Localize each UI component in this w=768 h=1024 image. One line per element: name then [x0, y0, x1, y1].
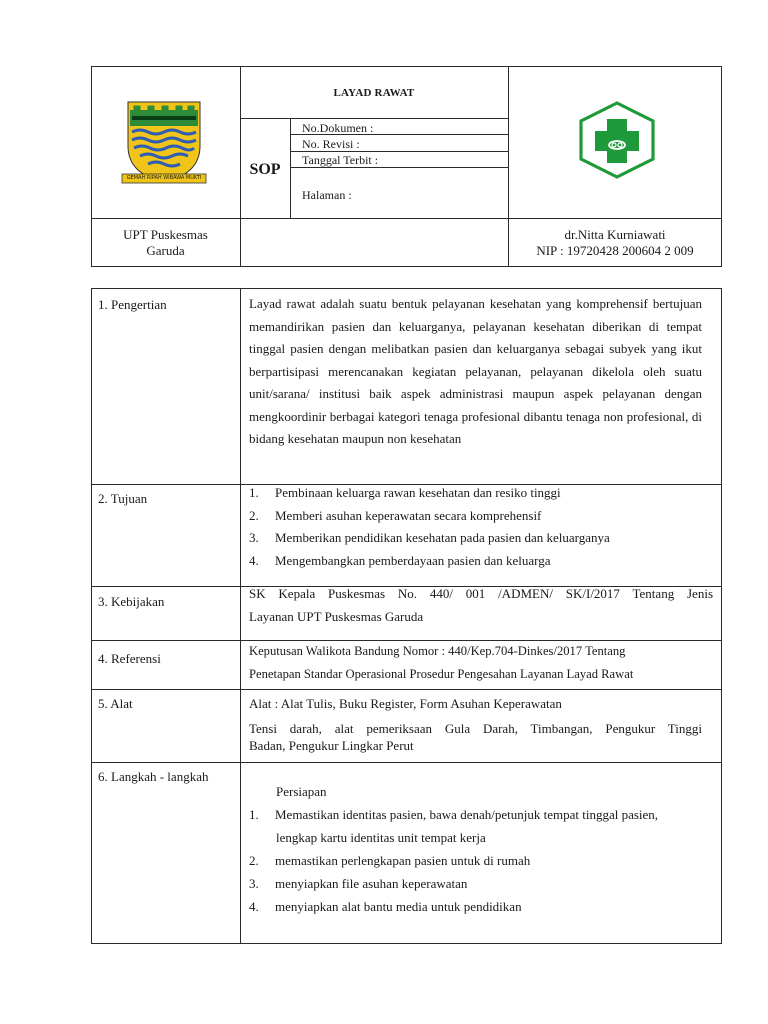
column-divider — [240, 288, 241, 944]
row-divider — [91, 762, 722, 763]
section-label-referensi: 4. Referensi — [98, 651, 161, 666]
section-label-alat: 5. Alat — [98, 696, 133, 711]
no-revisi-field: No. Revisi : — [302, 137, 360, 151]
no-dokumen-field: No.Dokumen : — [302, 121, 374, 135]
list-item: 4. Mengembangkan pemberdayaan pasien dan keluarga — [249, 553, 551, 568]
unit-name-line1: UPT Puskesmas — [123, 227, 208, 242]
section-label-langkah: 6. Langkah - langkah — [98, 769, 209, 784]
header-divider — [91, 218, 722, 219]
referensi-line1: Keputusan Walikota Bandung Nomor : 440/Kep.704-Dinkes/2017 Tentang — [249, 644, 626, 658]
referensi-line2: Penetapan Standar Operasional Prosedur Pengesahan Layanan Layad Rawat — [249, 667, 634, 681]
halaman-field: Halaman : — [302, 188, 352, 202]
list-item: 2. Memberi asuhan keperawatan secara komprehensif — [249, 508, 542, 523]
head-name: dr.Nitta Kurniawati — [564, 227, 666, 242]
header-divider — [290, 118, 291, 218]
unit-name-line2: Garuda — [146, 243, 185, 258]
list-item: 1. Memastikan identitas pasien, bawa denah/petunjuk tempat tinggal pasien, — [249, 807, 659, 822]
alat-line2: Tensi darah, alat pemeriksaan Gula Darah, Timbangan, Pengukur Tinggi — [249, 721, 702, 736]
header-divider — [240, 118, 508, 119]
langkah-subtitle: Persiapan — [276, 784, 327, 799]
section-label-kebijakan: 3. Kebijakan — [98, 594, 165, 609]
kebijakan-line2: Layanan UPT Puskesmas Garuda — [249, 609, 424, 624]
list-item: 1. Pembinaan keluarga rawan kesehatan dan resiko tinggi — [249, 485, 561, 500]
list-item-continuation: lengkap kartu identitas unit tempat kerja — [276, 830, 486, 845]
row-divider — [91, 640, 722, 641]
head-nip: NIP : 19720428 200604 2 009 — [536, 243, 694, 258]
sop-label: SOP — [249, 161, 281, 178]
list-item: 3. Memberikan pendidikan kesehatan pada pasien dan keluarganya — [249, 530, 610, 545]
puskesmas-logo — [576, 101, 658, 179]
alat-line3: Badan, Pengukur Lingkar Perut — [249, 738, 414, 753]
crest-banner-text: GEMAH RIPAH WIBAWA MUKTI — [126, 175, 202, 181]
tanggal-terbit-field: Tanggal Terbit : — [302, 153, 379, 167]
list-item: 3. menyiapkan file asuhan keperawatan — [249, 876, 468, 891]
section-label-tujuan: 2. Tujuan — [98, 491, 148, 506]
kebijakan-line1: SK Kepala Puskesmas No. 440/ 001 /ADMEN/ SK/I/2017 Tentang Jenis — [249, 586, 713, 601]
section-label-pengertian: 1. Pengertian — [98, 297, 167, 312]
pengertian-text: Layad rawat adalah suatu bentuk pelayanan kesehatan yang komprehensif bertujuan memandirikan pasien dan keluarganya, pelayanan kesehatan diberikan di tempat tinggal pasien dengan melibatkan pasien dan keluarganya sebagai subyek yang ikut berpartisipasi merencanakan kegiatan pelayanan, pelayanan dikelola oleh suatu unit/sarana/ institusi baik aspek administrasi maupun aspek pelayanan dengan mengkoordinir berbagai kategori tenaga profesional dibantu tenaga non profesional, di bidang kesehatan maupun non kesehatan — [249, 296, 702, 446]
list-item: 4. menyiapkan alat bantu media untuk pendidikan — [249, 899, 522, 914]
document-title: LAYAD RAWAT — [333, 87, 415, 99]
list-item: 2. memastikan perlengkapan pasien untuk di rumah — [249, 853, 531, 868]
city-crest-logo — [118, 96, 210, 186]
alat-line1: Alat : Alat Tulis, Buku Register, Form Asuhan Keperawatan — [249, 696, 562, 711]
row-divider — [91, 689, 722, 690]
